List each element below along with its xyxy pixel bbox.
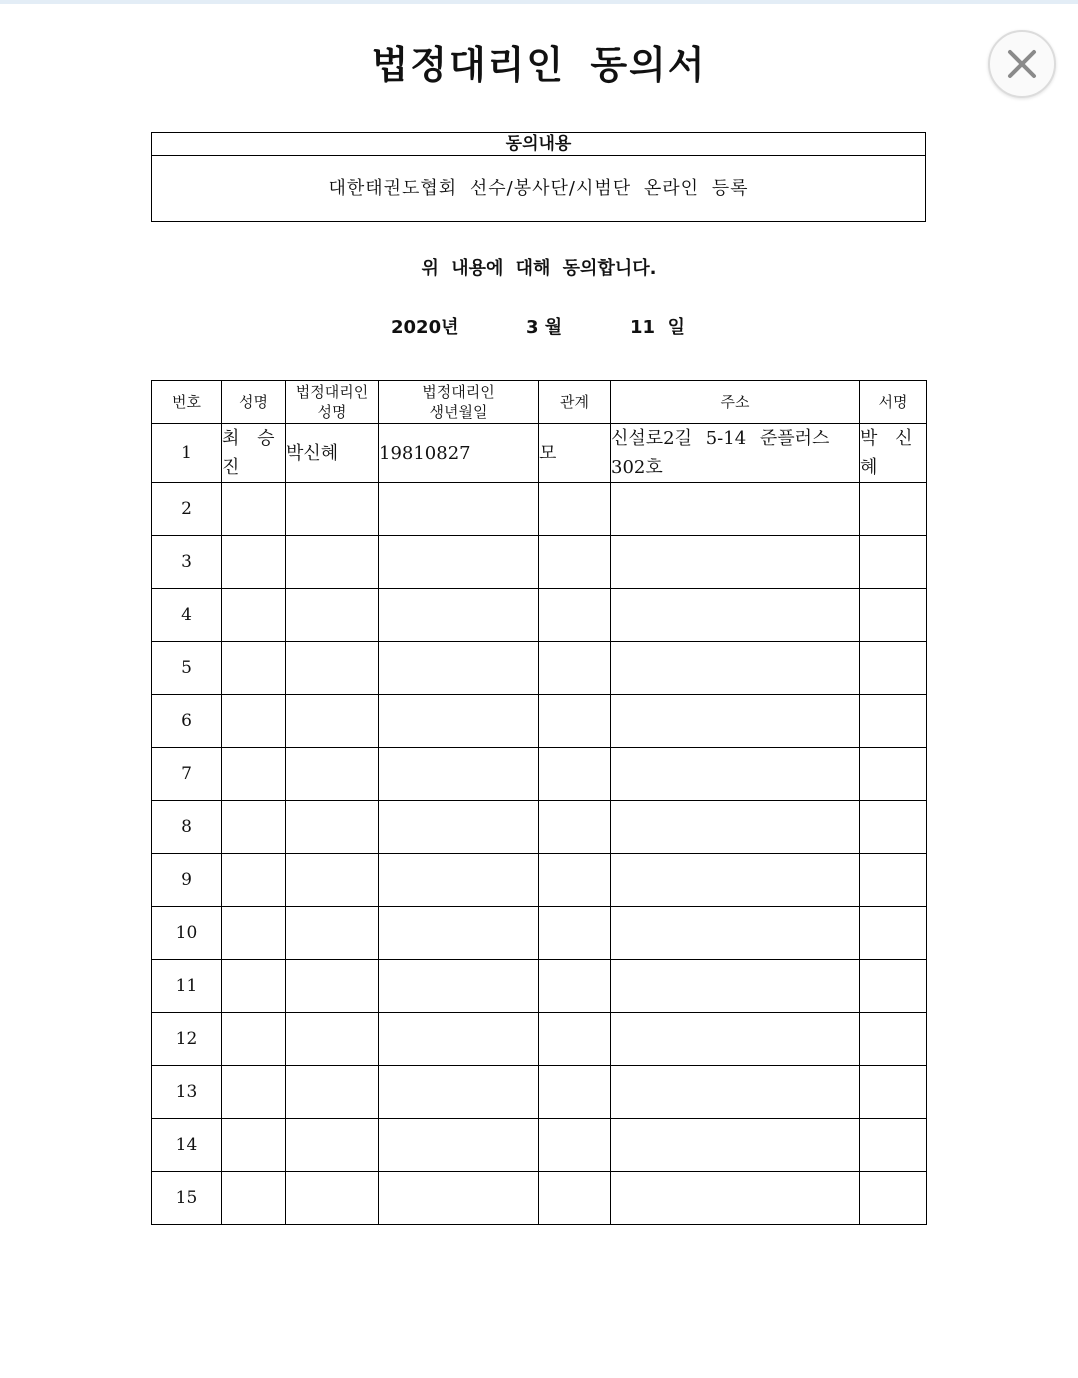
cell-relation bbox=[539, 536, 611, 589]
cell-relation bbox=[539, 801, 611, 854]
consent-header: 동의내용 bbox=[152, 133, 925, 156]
cell-rep-name bbox=[286, 1119, 379, 1172]
cell-rep-birth bbox=[379, 854, 539, 907]
cell-rep-name bbox=[286, 695, 379, 748]
table-row bbox=[152, 960, 927, 1013]
row-number: 15 bbox=[152, 1172, 222, 1225]
cell-address bbox=[611, 536, 860, 589]
header-name: 성명 bbox=[222, 381, 286, 424]
header-rep-birth-line2: 생년월일 bbox=[429, 403, 488, 421]
cell-relation bbox=[539, 907, 611, 960]
cell-signature: 박 신 혜 bbox=[860, 424, 927, 483]
cell-relation bbox=[539, 1013, 611, 1066]
cell-signature bbox=[860, 642, 927, 695]
cell-signature bbox=[860, 483, 927, 536]
table-row bbox=[152, 1119, 927, 1172]
cell-address bbox=[611, 960, 860, 1013]
date-day: 11 일 bbox=[630, 317, 685, 338]
header-rep-name bbox=[286, 381, 379, 424]
header-address: 주소 bbox=[611, 381, 860, 424]
cell-address bbox=[611, 907, 860, 960]
table-row bbox=[152, 1172, 927, 1225]
cell-relation bbox=[539, 1119, 611, 1172]
date-month: 3 월 bbox=[526, 317, 563, 338]
cell-address bbox=[611, 801, 860, 854]
cell-signature bbox=[860, 536, 927, 589]
header-no: 번호 bbox=[152, 381, 222, 424]
cell-rep-name bbox=[286, 748, 379, 801]
cell-rep-name bbox=[286, 907, 379, 960]
cell-relation bbox=[539, 1066, 611, 1119]
cell-signature bbox=[860, 801, 927, 854]
cell-name bbox=[222, 642, 286, 695]
cell-rep-name bbox=[286, 1013, 379, 1066]
cell-rep-birth bbox=[379, 748, 539, 801]
cell-address bbox=[611, 1119, 860, 1172]
cell-rep-birth bbox=[379, 483, 539, 536]
header-rep-name-line1: 법정대리인 bbox=[295, 383, 369, 401]
cell-signature bbox=[860, 1172, 927, 1225]
header-rep-birth bbox=[379, 381, 539, 424]
cell-address bbox=[611, 642, 860, 695]
cell-relation bbox=[539, 589, 611, 642]
header-signature: 서명 bbox=[860, 381, 927, 424]
row-number: 5 bbox=[152, 642, 222, 695]
cell-name bbox=[222, 1066, 286, 1119]
table-row bbox=[152, 589, 927, 642]
cell-address bbox=[611, 1066, 860, 1119]
cell-name bbox=[222, 960, 286, 1013]
row-number: 9 bbox=[152, 854, 222, 907]
cell-rep-name bbox=[286, 854, 379, 907]
cell-address bbox=[611, 1172, 860, 1225]
row-number: 2 bbox=[152, 483, 222, 536]
cell-rep-birth bbox=[379, 1066, 539, 1119]
cell-signature bbox=[860, 960, 927, 1013]
cell-name bbox=[222, 1119, 286, 1172]
cell-rep-name bbox=[286, 1066, 379, 1119]
cell-relation: 모 bbox=[539, 424, 611, 483]
cell-relation bbox=[539, 854, 611, 907]
cell-signature bbox=[860, 907, 927, 960]
cell-rep-birth bbox=[379, 695, 539, 748]
cell-address bbox=[611, 589, 860, 642]
table-row bbox=[152, 907, 927, 960]
date-year: 2020년 bbox=[391, 317, 459, 338]
table-row bbox=[152, 536, 927, 589]
cell-rep-name bbox=[286, 960, 379, 1013]
table-row bbox=[152, 748, 927, 801]
cell-name bbox=[222, 1013, 286, 1066]
cell-rep-birth bbox=[379, 801, 539, 854]
cell-signature bbox=[860, 1066, 927, 1119]
cell-address bbox=[611, 748, 860, 801]
cell-name bbox=[222, 748, 286, 801]
cell-relation bbox=[539, 695, 611, 748]
guardian-table bbox=[151, 380, 927, 1225]
cell-address bbox=[611, 1013, 860, 1066]
cell-name: 최 승 진 bbox=[222, 424, 286, 483]
top-border bbox=[0, 0, 1078, 4]
cell-rep-birth bbox=[379, 907, 539, 960]
consent-body: 대한태권도협회 선수/봉사단/시범단 온라인 등록 bbox=[328, 178, 749, 199]
cell-relation bbox=[539, 1172, 611, 1225]
cell-name bbox=[222, 589, 286, 642]
row-number: 4 bbox=[152, 589, 222, 642]
cell-address bbox=[611, 695, 860, 748]
header-relation: 관계 bbox=[539, 381, 611, 424]
row-number: 11 bbox=[152, 960, 222, 1013]
cell-relation bbox=[539, 960, 611, 1013]
cell-rep-birth bbox=[379, 1119, 539, 1172]
cell-rep-birth bbox=[379, 960, 539, 1013]
cell-rep-birth bbox=[379, 536, 539, 589]
cell-rep-name bbox=[286, 589, 379, 642]
table-row bbox=[152, 424, 927, 483]
row-number: 7 bbox=[152, 748, 222, 801]
cell-rep-name bbox=[286, 536, 379, 589]
cell-address: 신설로2길 5-14 준플러스 302호 bbox=[611, 424, 860, 483]
header-rep-name-line2: 성명 bbox=[317, 403, 347, 421]
cell-relation bbox=[539, 642, 611, 695]
cell-name bbox=[222, 536, 286, 589]
cell-address bbox=[611, 854, 860, 907]
cell-name bbox=[222, 695, 286, 748]
header-rep-birth-line1: 법정대리인 bbox=[422, 383, 495, 401]
row-number: 13 bbox=[152, 1066, 222, 1119]
cell-signature bbox=[860, 854, 927, 907]
row-number: 8 bbox=[152, 801, 222, 854]
table-row bbox=[152, 1066, 927, 1119]
cell-rep-birth bbox=[379, 1013, 539, 1066]
cell-rep-name bbox=[286, 1172, 379, 1225]
cell-signature bbox=[860, 748, 927, 801]
cell-relation bbox=[539, 748, 611, 801]
cell-relation bbox=[539, 483, 611, 536]
cell-rep-name: 박신혜 bbox=[286, 424, 379, 483]
cell-rep-birth bbox=[379, 589, 539, 642]
cell-address bbox=[611, 483, 860, 536]
cell-name bbox=[222, 483, 286, 536]
row-number: 1 bbox=[152, 424, 222, 483]
row-number: 3 bbox=[152, 536, 222, 589]
cell-name bbox=[222, 1172, 286, 1225]
consent-content-box bbox=[151, 132, 926, 222]
cell-name bbox=[222, 801, 286, 854]
row-number: 6 bbox=[152, 695, 222, 748]
row-number: 14 bbox=[152, 1119, 222, 1172]
cell-rep-name bbox=[286, 642, 379, 695]
table-row bbox=[152, 1013, 927, 1066]
table-header-row bbox=[152, 381, 927, 424]
cell-rep-birth: 19810827 bbox=[379, 424, 539, 483]
cell-name bbox=[222, 907, 286, 960]
cell-name bbox=[222, 854, 286, 907]
table-row bbox=[152, 695, 927, 748]
close-button[interactable] bbox=[988, 30, 1056, 98]
cell-rep-birth bbox=[379, 1172, 539, 1225]
cell-signature bbox=[860, 1013, 927, 1066]
row-number: 12 bbox=[152, 1013, 222, 1066]
close-icon bbox=[1007, 49, 1037, 79]
table-row bbox=[152, 483, 927, 536]
table-row bbox=[152, 801, 927, 854]
cell-rep-name bbox=[286, 483, 379, 536]
row-number: 10 bbox=[152, 907, 222, 960]
table-row bbox=[152, 642, 927, 695]
document-title: 법정대리인 동의서 bbox=[371, 43, 707, 87]
agreement-statement: 위 내용에 대해 동의합니다. bbox=[421, 258, 657, 279]
cell-signature bbox=[860, 589, 927, 642]
cell-rep-name bbox=[286, 801, 379, 854]
cell-signature bbox=[860, 695, 927, 748]
table-row bbox=[152, 854, 927, 907]
cell-signature bbox=[860, 1119, 927, 1172]
cell-rep-birth bbox=[379, 642, 539, 695]
